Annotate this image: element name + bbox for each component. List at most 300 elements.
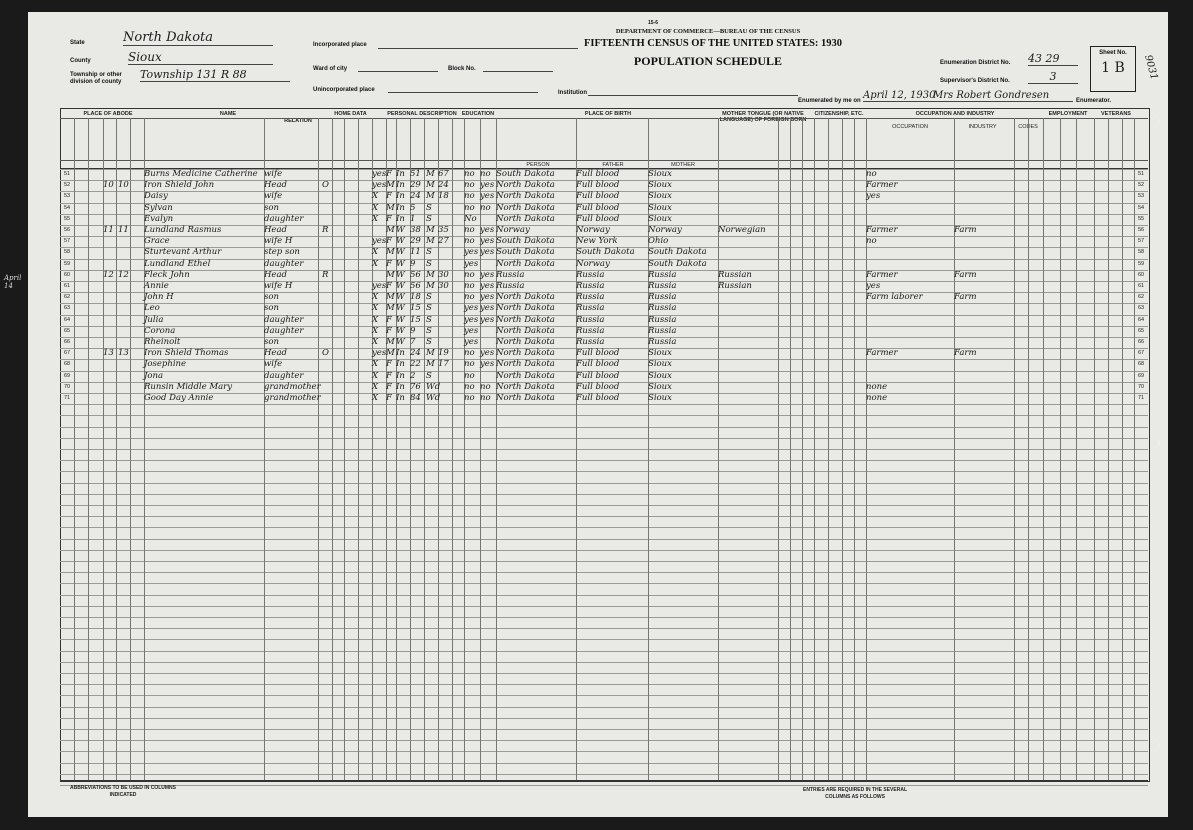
- birth-person-cell: North Dakota: [496, 348, 555, 359]
- line-number: 61: [63, 283, 71, 289]
- birth-person-cell: South Dakota: [496, 169, 555, 179]
- occupation-cell: Farmer: [866, 348, 898, 359]
- home-data-heading: HOME DATA: [334, 111, 367, 117]
- enum-district-value: 43 29: [1028, 52, 1078, 66]
- age-cell: 84: [410, 393, 421, 403]
- birth-person-cell: North Dakota: [496, 337, 555, 347]
- color-cell: W: [396, 225, 405, 235]
- grid-row-line: [60, 651, 1148, 652]
- sex-cell: F: [386, 281, 392, 291]
- marital-cell: S: [426, 337, 432, 347]
- birth-person-cell: North Dakota: [496, 202, 555, 213]
- name-cell: Jona: [144, 370, 164, 381]
- birth-person-cell: North Dakota: [496, 381, 555, 392]
- line-number: 67: [63, 350, 71, 357]
- name-cell: Leo: [144, 303, 160, 314]
- occupation-cell: yes: [866, 191, 881, 202]
- relation-cell: Head: [264, 225, 287, 235]
- marital-cell: S: [426, 247, 432, 258]
- industry-cell: Farm: [954, 269, 977, 280]
- enum-district-label: Enumeration District No.: [940, 60, 1011, 66]
- school-cell: no: [464, 281, 475, 291]
- name-cell: Runsin Middle Mary: [144, 381, 232, 392]
- tenure-cell: O: [322, 180, 329, 191]
- line-number: 56: [63, 227, 71, 233]
- birth-mother-cell: Sioux: [648, 381, 672, 392]
- grid-column-line: [718, 118, 719, 780]
- school-cell: yes: [464, 314, 479, 325]
- relation-cell: daughter: [264, 370, 304, 381]
- read-cell: yes: [480, 281, 495, 291]
- read-cell: no: [480, 202, 491, 213]
- name-cell: Iron Shield Thomas: [144, 348, 229, 359]
- marital-cell: S: [426, 202, 432, 213]
- name-cell: Iron Shield John: [144, 180, 215, 191]
- birth-person-cell: North Dakota: [496, 292, 555, 303]
- relation-cell: daughter: [264, 213, 304, 224]
- enumerator-name: Mrs Robert Gondresen: [933, 90, 1073, 102]
- grid-row-line: [60, 673, 1148, 674]
- birth-mother-cell: Sioux: [648, 213, 672, 224]
- grid-column-line: [1014, 118, 1015, 780]
- school-cell: no: [464, 269, 475, 280]
- supervisor-value: 3: [1028, 70, 1078, 84]
- grid-row-line: [60, 572, 1148, 573]
- marital-cell: Wd: [426, 381, 441, 392]
- marital-cell: S: [426, 213, 432, 224]
- state-value: North Dakota: [123, 30, 273, 46]
- employment-heading: EMPLOYMENT: [1048, 111, 1088, 117]
- unincorporated-label: Unincorporated place: [313, 87, 375, 93]
- birth-mother-cell: South Dakota: [648, 247, 707, 258]
- marital-cell: S: [426, 292, 432, 303]
- name-cell: Lundland Ethel: [144, 258, 211, 269]
- birth-mother-cell: Russia: [648, 269, 677, 280]
- school-cell: yes: [464, 258, 479, 269]
- birth-mother-cell: Sioux: [648, 191, 672, 202]
- read-cell: yes: [480, 247, 495, 258]
- industry-cell: Farm: [954, 292, 977, 303]
- age-cell: 51: [410, 169, 421, 179]
- school-cell: no: [464, 180, 475, 191]
- industry-cell: Farm: [954, 348, 977, 359]
- mother-subheading: MOTHER: [671, 162, 695, 168]
- radio-cell: X: [372, 213, 379, 224]
- grid-row-line: [60, 695, 1148, 696]
- marital-cell: S: [426, 314, 432, 325]
- line-number: 57: [63, 238, 71, 245]
- grid-row-line: [60, 438, 1148, 439]
- school-cell: no: [464, 191, 475, 202]
- line-number-right: 51: [1137, 171, 1145, 177]
- grid-column-line: [480, 118, 481, 780]
- age-cell: 15: [410, 314, 421, 325]
- birth-mother-cell: Ohio: [648, 236, 669, 247]
- grid-row-line: [60, 763, 1148, 764]
- birth-father-cell: Russia: [576, 303, 605, 314]
- relation-cell: step son: [264, 247, 300, 258]
- grid-column-line: [452, 118, 453, 780]
- name-cell: Burns Medicine Catherine: [144, 169, 258, 179]
- birth-father-cell: Full blood: [576, 202, 620, 213]
- name-cell: Sylvan: [144, 202, 173, 213]
- read-cell: yes: [480, 180, 495, 191]
- birth-mother-cell: Russia: [648, 281, 677, 291]
- age-cell: 24: [410, 348, 421, 359]
- birth-father-cell: Full blood: [576, 348, 620, 359]
- birth-person-cell: Russia: [496, 281, 525, 291]
- relation-cell: daughter: [264, 325, 304, 336]
- occupation-cell: no: [866, 169, 877, 179]
- name-cell: Daisy: [144, 191, 168, 202]
- line-number: 60: [63, 271, 71, 278]
- birth-father-cell: Russia: [576, 281, 605, 291]
- relation-cell: wife H: [264, 281, 293, 291]
- census-title: FIFTEENTH CENSUS OF THE UNITED STATES: 1930: [583, 38, 843, 49]
- age-cell: 38: [410, 225, 421, 235]
- color-cell: W: [396, 292, 405, 303]
- school-cell: no: [464, 381, 475, 392]
- birth-father-cell: Norway: [576, 225, 610, 235]
- marital-cell: S: [426, 303, 432, 314]
- birth-person-cell: North Dakota: [496, 180, 555, 191]
- school-cell: yes: [464, 303, 479, 314]
- sex-cell: F: [386, 381, 392, 392]
- occupation-subheading: OCCUPATION: [892, 124, 928, 130]
- radio-cell: X: [372, 202, 379, 213]
- birth-person-cell: North Dakota: [496, 393, 555, 403]
- grid-row-line: [60, 707, 1148, 708]
- birth-father-cell: Norway: [576, 258, 610, 269]
- color-cell: In: [396, 370, 405, 381]
- birth-father-cell: Full blood: [576, 381, 620, 392]
- read-cell: yes: [480, 225, 495, 235]
- tongue-cell: Russian: [718, 281, 752, 291]
- age-marriage-cell: 35: [438, 225, 449, 235]
- grid-row-line: [60, 662, 1148, 663]
- grid-row-line: [60, 527, 1148, 528]
- birth-father-cell: Full blood: [576, 359, 620, 370]
- age-cell: 9: [410, 325, 416, 336]
- birth-father-cell: South Dakota: [576, 247, 635, 258]
- birth-person-cell: North Dakota: [496, 325, 555, 336]
- grid-column-line: [802, 118, 803, 780]
- industry-subheading: INDUSTRY: [968, 124, 997, 130]
- form-number: 15-6: [648, 20, 659, 26]
- color-cell: In: [396, 381, 405, 392]
- margin-number: 9031: [1142, 53, 1160, 82]
- line-number: 62: [63, 294, 71, 301]
- birth-person-cell: North Dakota: [496, 359, 555, 370]
- school-cell: No: [464, 213, 477, 224]
- relation-cell: grandmother: [264, 393, 321, 403]
- marital-cell: M: [426, 225, 435, 235]
- sex-cell: M: [386, 269, 395, 280]
- abbreviations-title: ABBREVIATIONS TO BE USED IN COLUMNS INDICATED: [70, 785, 176, 798]
- census-sheet: [4, 12, 1168, 817]
- grid-column-line: [1122, 118, 1123, 780]
- grid-row-line: [60, 460, 1148, 461]
- grid-column-line: [358, 118, 359, 780]
- sheet-box: [1090, 46, 1136, 92]
- birth-mother-cell: Russia: [648, 337, 677, 347]
- birth-father-cell: Russia: [576, 292, 605, 303]
- line-number-right: 59: [1137, 260, 1145, 267]
- name-cell: Good Day Annie: [144, 393, 214, 403]
- age-marriage-cell: 67: [438, 169, 449, 179]
- name-cell: Fleck John: [144, 269, 190, 280]
- family-cell: 10: [118, 180, 129, 191]
- color-cell: In: [396, 393, 405, 403]
- birth-mother-cell: Sioux: [648, 359, 672, 370]
- radio-cell: X: [372, 314, 379, 325]
- birth-mother-cell: Sioux: [648, 348, 672, 359]
- citizenship-heading: CITIZENSHIP, ETC.: [814, 111, 864, 117]
- sex-cell: F: [386, 191, 392, 202]
- line-number: 52: [63, 182, 71, 189]
- grid-column-line: [318, 118, 319, 780]
- age-cell: 24: [410, 191, 421, 202]
- sex-cell: M: [386, 202, 395, 213]
- radio-cell: X: [372, 191, 379, 202]
- enumerator-label: Enumerator.: [1076, 98, 1112, 104]
- sex-cell: M: [386, 337, 395, 347]
- radio-cell: X: [372, 325, 379, 336]
- color-cell: W: [396, 337, 405, 347]
- personal-description-heading: PERSONAL DESCRIPTION: [387, 111, 457, 117]
- name-cell: Josephine: [144, 359, 187, 370]
- grid-column-line: [74, 118, 75, 780]
- tenure-cell: R: [322, 269, 329, 280]
- birth-father-cell: Full blood: [576, 169, 620, 179]
- grid-row-line: [60, 628, 1148, 629]
- grid-column-line: [1028, 118, 1029, 780]
- color-cell: W: [396, 325, 405, 336]
- line-number-right: 69: [1137, 372, 1145, 379]
- marital-cell: M: [426, 180, 435, 191]
- marital-cell: S: [426, 370, 432, 381]
- grid-row-line: [60, 471, 1148, 472]
- sex-cell: F: [386, 258, 392, 269]
- sex-cell: M: [386, 180, 395, 191]
- read-cell: no: [480, 169, 491, 179]
- birth-person-cell: North Dakota: [496, 303, 555, 314]
- birth-mother-cell: Sioux: [648, 169, 672, 179]
- age-cell: 56: [410, 281, 421, 291]
- supervisor-label: Supervisor's District No.: [940, 78, 1010, 84]
- family-cell: 11: [118, 225, 129, 235]
- punch-hole: [1150, 740, 1160, 750]
- name-cell: Corona: [144, 325, 176, 336]
- age-marriage-cell: 19: [438, 348, 449, 359]
- relation-cell: grandmother: [264, 381, 321, 392]
- school-cell: no: [464, 169, 475, 179]
- age-cell: 56: [410, 269, 421, 280]
- occupation-cell: none: [866, 393, 888, 403]
- grid-row-line: [60, 606, 1148, 607]
- color-cell: W: [396, 314, 405, 325]
- line-number: 69: [63, 372, 71, 379]
- occupation-cell: yes: [866, 281, 881, 291]
- relation-heading: RELATION: [284, 118, 312, 124]
- school-cell: no: [464, 370, 475, 381]
- read-cell: no: [480, 393, 491, 403]
- block-label: Block No.: [448, 66, 476, 72]
- grid-row-line: [60, 516, 1148, 517]
- marital-cell: M: [426, 281, 435, 291]
- line-number: 63: [63, 305, 71, 312]
- line-number-right: 55: [1137, 215, 1145, 222]
- read-cell: yes: [480, 236, 495, 247]
- veterans-heading: VETERANS: [1101, 111, 1131, 117]
- relation-cell: wife: [264, 359, 283, 370]
- name-cell: Julia: [144, 314, 164, 325]
- person-subheading: PERSON: [526, 162, 550, 168]
- name-cell: Lundland Rasmus: [144, 225, 222, 235]
- occupation-cell: Farm laborer: [866, 292, 923, 303]
- line-number: 68: [63, 361, 71, 368]
- family-cell: 12: [118, 269, 129, 280]
- birth-mother-cell: Russia: [648, 292, 677, 303]
- sex-cell: F: [386, 325, 392, 336]
- sex-cell: F: [386, 213, 392, 224]
- read-cell: no: [480, 381, 491, 392]
- grid-row-line: [60, 404, 1148, 405]
- age-cell: 11: [410, 247, 421, 258]
- punch-hole: [1150, 116, 1160, 126]
- grid-row-line: [60, 483, 1148, 484]
- sex-cell: M: [386, 225, 395, 235]
- relation-cell: Head: [264, 348, 287, 359]
- place-of-birth-heading: PLACE OF BIRTH: [584, 111, 632, 117]
- tenure-cell: O: [322, 348, 329, 359]
- radio-cell: X: [372, 370, 379, 381]
- read-cell: yes: [480, 191, 495, 202]
- line-number-right: 56: [1137, 227, 1145, 233]
- age-marriage-cell: 30: [438, 281, 449, 291]
- relation-cell: son: [264, 202, 279, 213]
- color-cell: W: [396, 269, 405, 280]
- sex-cell: M: [386, 292, 395, 303]
- age-cell: 29: [410, 236, 421, 247]
- grid-column-line: [790, 118, 791, 780]
- punch-hole: [1150, 438, 1160, 448]
- line-number-right: 70: [1137, 383, 1145, 390]
- age-cell: 2: [410, 370, 416, 381]
- grid-row-line: [60, 505, 1148, 506]
- name-heading: NAME: [219, 111, 237, 117]
- color-cell: In: [396, 359, 405, 370]
- sex-cell: F: [386, 370, 392, 381]
- grid-row-line: [60, 774, 1148, 775]
- birth-father-cell: Full blood: [576, 393, 620, 403]
- relation-cell: son: [264, 292, 279, 303]
- color-cell: W: [396, 236, 405, 247]
- school-cell: no: [464, 348, 475, 359]
- line-number-right: 58: [1137, 249, 1145, 256]
- sex-cell: F: [386, 393, 392, 403]
- grid-row-line: [60, 595, 1148, 596]
- line-number-right: 62: [1137, 294, 1145, 301]
- color-cell: In: [396, 213, 405, 224]
- radio-cell: yes: [372, 180, 387, 191]
- grid-column-line: [954, 118, 955, 780]
- grid-column-line: [1060, 118, 1061, 780]
- grid-row-line: [60, 729, 1148, 730]
- state-label: State: [70, 40, 85, 46]
- radio-cell: yes: [372, 236, 387, 247]
- line-number-right: 57: [1137, 238, 1145, 245]
- read-cell: yes: [480, 348, 495, 359]
- school-cell: yes: [464, 247, 479, 258]
- color-cell: In: [396, 169, 405, 179]
- birth-person-cell: South Dakota: [496, 247, 555, 258]
- line-number-right: 54: [1137, 204, 1145, 211]
- schedule-title: POPULATION SCHEDULE: [633, 54, 783, 68]
- birth-person-cell: North Dakota: [496, 314, 555, 325]
- tongue-cell: Norwegian: [718, 225, 766, 235]
- color-cell: W: [396, 281, 405, 291]
- township-value: Township 131 R 88: [140, 68, 290, 82]
- age-cell: 76: [410, 381, 421, 392]
- age-cell: 7: [410, 337, 416, 347]
- birth-person-cell: North Dakota: [496, 213, 555, 224]
- line-number: 64: [63, 316, 71, 323]
- color-cell: W: [396, 247, 405, 258]
- grid-row-line: [60, 617, 1148, 618]
- birth-mother-cell: Sioux: [648, 180, 672, 191]
- sex-cell: F: [386, 236, 392, 247]
- birth-person-cell: Norway: [496, 225, 530, 235]
- radio-cell: yes: [372, 169, 387, 179]
- family-cell: 13: [118, 348, 129, 359]
- footer: [60, 780, 1148, 813]
- age-cell: 15: [410, 303, 421, 314]
- grid-row-line: [60, 539, 1148, 540]
- grid-row-line: [60, 449, 1148, 450]
- line-number: 59: [63, 260, 71, 267]
- name-cell: Rheinolt: [144, 337, 181, 347]
- line-number-right: 71: [1137, 395, 1145, 401]
- marital-cell: M: [426, 359, 435, 370]
- grid-column-line: [842, 118, 843, 780]
- grid-row-line: [60, 550, 1148, 551]
- color-cell: W: [396, 258, 405, 269]
- dwelling-cell: 11: [103, 225, 114, 235]
- line-number-right: 68: [1137, 361, 1145, 368]
- grid-column-line: [778, 118, 779, 780]
- tenure-cell: R: [322, 225, 329, 235]
- grid-column-line: [828, 118, 829, 780]
- grid-row-line: [60, 494, 1148, 495]
- radio-cell: X: [372, 393, 379, 403]
- line-number: 65: [63, 327, 71, 334]
- relation-cell: daughter: [264, 314, 304, 325]
- radio-cell: yes: [372, 348, 387, 359]
- county-value: Sioux: [128, 50, 273, 65]
- read-cell: yes: [480, 303, 495, 314]
- occupation-cell: none: [866, 381, 888, 392]
- radio-cell: yes: [372, 281, 387, 291]
- age-cell: 1: [410, 213, 416, 224]
- relation-cell: Head: [264, 269, 287, 280]
- grid-row-line: [60, 415, 1148, 416]
- name-cell: Grace: [144, 236, 170, 247]
- line-number-right: 63: [1137, 305, 1145, 312]
- birth-mother-cell: Sioux: [648, 370, 672, 381]
- grid-row-line: [60, 751, 1148, 752]
- occupation-cell: Farmer: [866, 269, 898, 280]
